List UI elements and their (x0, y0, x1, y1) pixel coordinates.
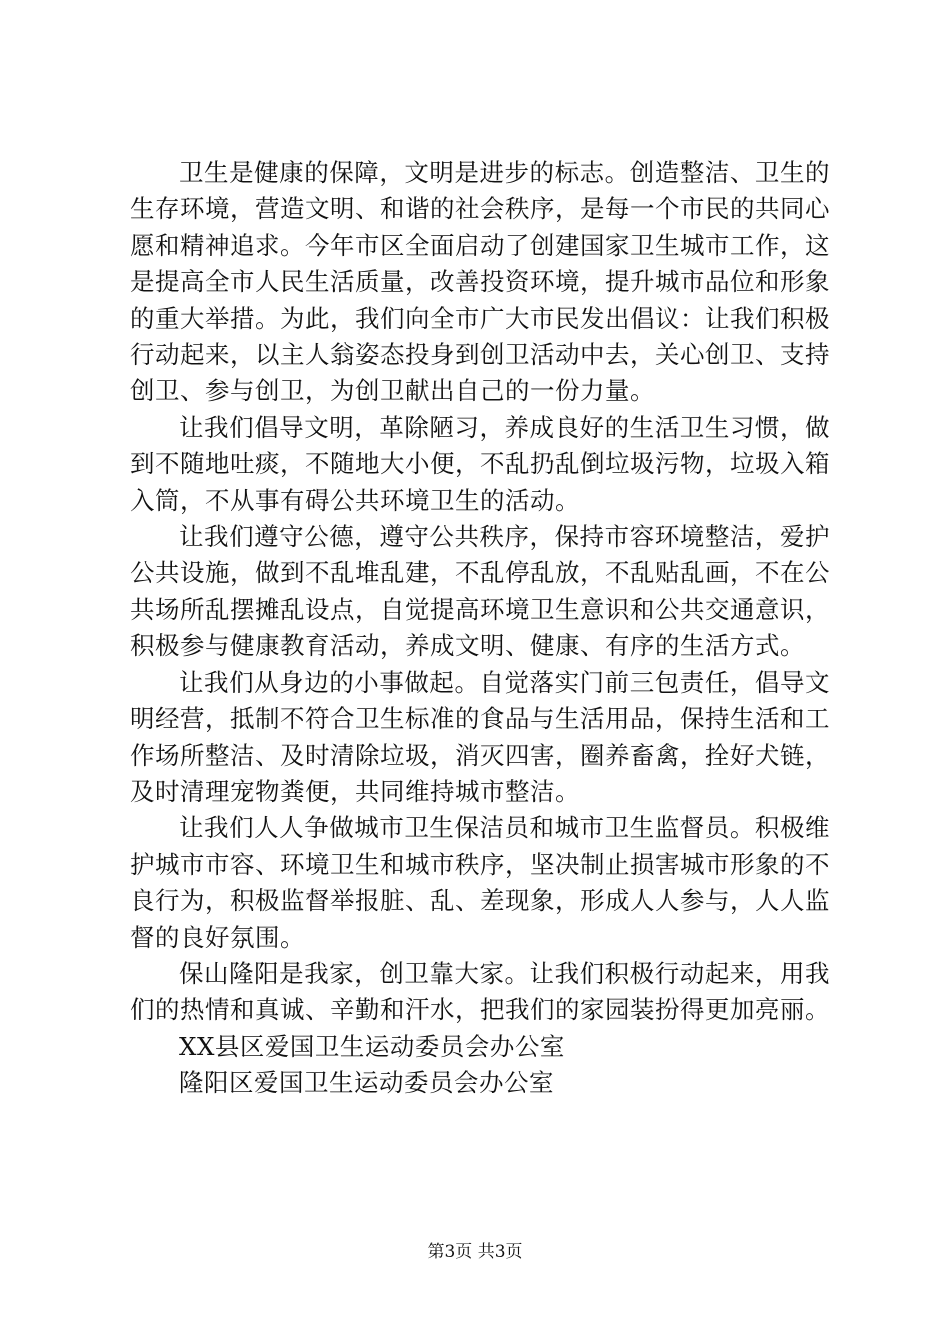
document-body (130, 155, 830, 1102)
paragraph-small-things: 让我们从身边的小事做起。自觉落实门前三包责任，倡导文明经营，抵制不符合卫生标准的食品与生活用品，保持生活和工作场所整洁、及时清除垃圾，消灭四害，圈养畜禽，拴好犬链，及时清理宠物粪便，共同维持城市整洁。 (130, 667, 830, 806)
paragraph-intro: 卫生是健康的保障，文明是进步的标志。创造整洁、卫生的生存环境，营造文明、和谐的社会秩序，是每一个市民的共同心愿和精神追求。今年市区全面启动了创建国家卫生城市工作，这是提高全市人民生活质量，改善投资环境，提升城市品位和形象的重大举措。为此，我们向全市广大市民发出倡议：让我们积极行动起来，以主人翁姿态投身到创卫活动中去，关心创卫、支持创卫、参与创卫，为创卫献出自己的一份力量。 (130, 158, 830, 406)
page-number-footer: 第3页 共3页 (427, 1242, 523, 1262)
signature-county-office: XX县区爱国卫生运动委员会办公室 (179, 1031, 565, 1061)
paragraph-supervisors: 让我们人人争做城市卫生保洁员和城市卫生监督员。积极维护城市市容、环境卫生和城市秩序，坚决制止损害城市形象的不良行为，积极监督举报脏、乱、差现象，形成人人参与，人人监督的良好氛围。 (130, 813, 830, 952)
signature-longyang-office: 隆阳区爱国卫生运动委员会办公室 (179, 1068, 554, 1098)
paragraph-closing: 保山隆阳是我家，创卫靠大家。让我们积极行动起来，用我们的热情和真诚、辛勤和汗水，把我们的家园装扮得更加亮丽。 (130, 958, 830, 1025)
paragraph-public-order: 让我们遵守公德，遵守公共秩序，保持市容环境整洁，爱护公共设施，做到不乱堆乱建，不乱停乱放，不乱贴乱画，不在公共场所乱摆摊乱设点，自觉提高环境卫生意识和公共交通意识，积极参与健康教育活动，养成文明、健康、有序的生活方式。 (130, 522, 830, 661)
paragraph-civility: 让我们倡导文明，革除陋习，养成良好的生活卫生习惯，做到不随地吐痰，不随地大小便，不乱扔乱倒垃圾污物，垃圾入箱入筒，不从事有碍公共环境卫生的活动。 (130, 412, 830, 515)
